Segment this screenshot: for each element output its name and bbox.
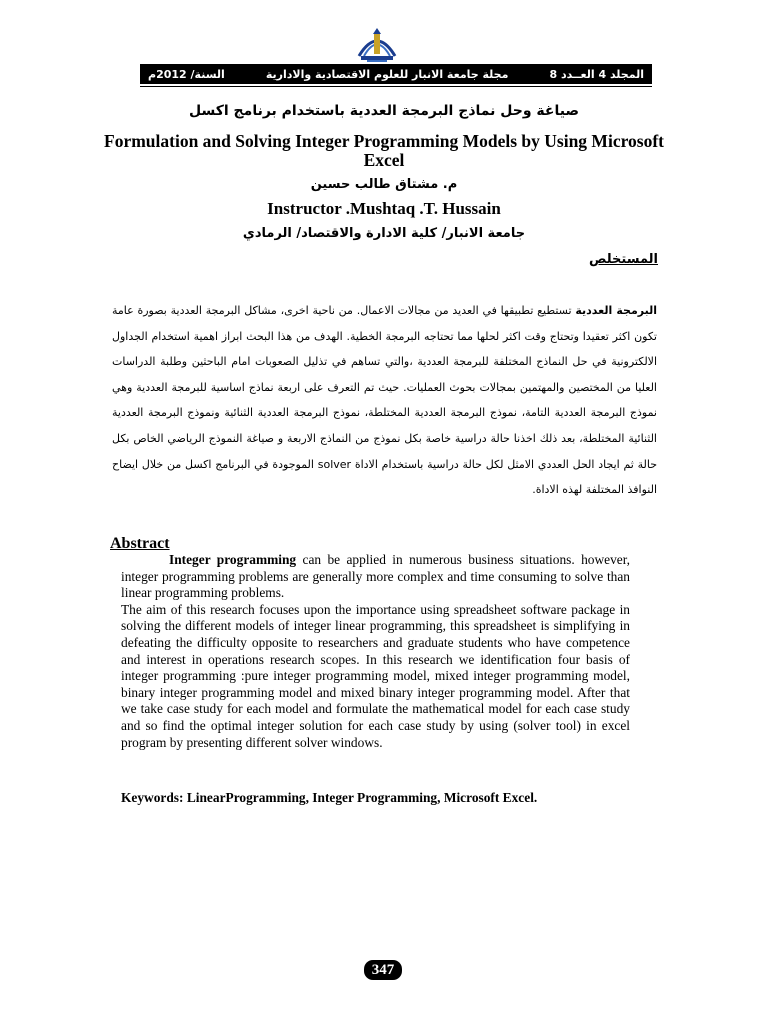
journal-header — [140, 64, 652, 84]
keywords: Keywords: LinearProgramming, Integer Programming, Microsoft Excel. — [121, 790, 538, 805]
header-volume: المجلد 4 العــدد 8 — [549, 67, 644, 81]
author-english: Instructor .Mushtaq .T. Hussain — [267, 199, 501, 218]
header-year: السنة/ 2012م — [148, 67, 225, 81]
title-arabic: صياغة وحل نماذج البرمجة العددية باستخدام برنامج اكسل — [189, 103, 579, 119]
abstract-paragraph-2: The aim of this research focuses upon the importance using spreadsheet software package in solving the different models of integer linear programming, this spreadsheet is simplifying in defeating the difficulty opposite to researchers and graduate students who have competence and interest in operations research scopes. In this research we identification four basis of integer programming :pure integer programming model, mixed integer programming model, binary integer programming model and mixed binary integer programming model. After that we take case study for each model and formulate the mathematical model for each case study and so find the optimal integer solution for each case study by using (solver tool) in excel program by presenting different solver windows. — [121, 601, 630, 750]
abstract-lead-term: Integer programming — [169, 552, 297, 567]
abstract-english-heading: Abstract — [110, 535, 170, 552]
title-english: Formulation and Solving Integer Programming Models by Using Microsoft Excel — [104, 131, 664, 170]
abstract-paragraph-1-text: can be applied in numerous business situations. however, integer programming problems are generally more complex and time consuming to solve than linear programming problems. — [121, 552, 630, 601]
abstract-arabic-body — [112, 298, 657, 503]
header-rule — [140, 86, 652, 87]
university-logo — [351, 22, 403, 64]
abstract-arabic-lead: البرمجة العددية — [575, 304, 657, 317]
page-number: 347 — [364, 960, 402, 980]
abstract-arabic-heading: المستخلص — [589, 252, 658, 267]
header-journal-name: مجلة جامعة الانبار للعلوم الاقتصادية والادارية — [265, 67, 509, 81]
affiliation-arabic: جامعة الانبار/ كلية الادارة والاقتصاد/ الرمادي — [242, 226, 526, 241]
abstract-english-body — [121, 552, 630, 751]
abstract-paragraph-1 — [121, 552, 630, 602]
abstract-arabic-text: تستطيع تطبيقها في العديد من مجالات الاعمال. من ناحية اخرى، مشاكل البرمجة العددية بصورة عامة تكون اكثر تعقيدا وتحتاج وقت اكثر لحلها مما تحتاجه البرمجة الخطية. الهدف من هذا البحث ابراز اهمية استخدام الجداول الالكترونية في حل النماذج المختلفة للبرمجة العددية ،والتي تساهم في تذليل الصعوبات امام الباحثين وطلبة الدراسات العليا من المختصين والمهتمين بمجالات بحوث العمليات. حيث تم التعرف على اربعة نماذج اساسية للبرمجة العددية وهي نموذج البرمجة العددية التامة، نموذج البرمجة العددية المختلطة، نموذج البرمجة العددية الثنائية ونموذج البرمجة العددية الثنائية المختلطة، بعد ذلك اخذنا حالة دراسية خاصة بكل نموذج من النماذج الاربعة و صياغة النموذج الرياضي الخاص بكل حالة ثم ايجاد الحل العددي الامثل لكل حالة دراسية باستخدام الاداة solver الموجودة في البرنامج اكسل من خلال ايضاح النوافذ المختلفة لهذه الاداة. — [112, 304, 657, 497]
author-arabic: م. مشتاق طالب حسين — [310, 177, 458, 192]
